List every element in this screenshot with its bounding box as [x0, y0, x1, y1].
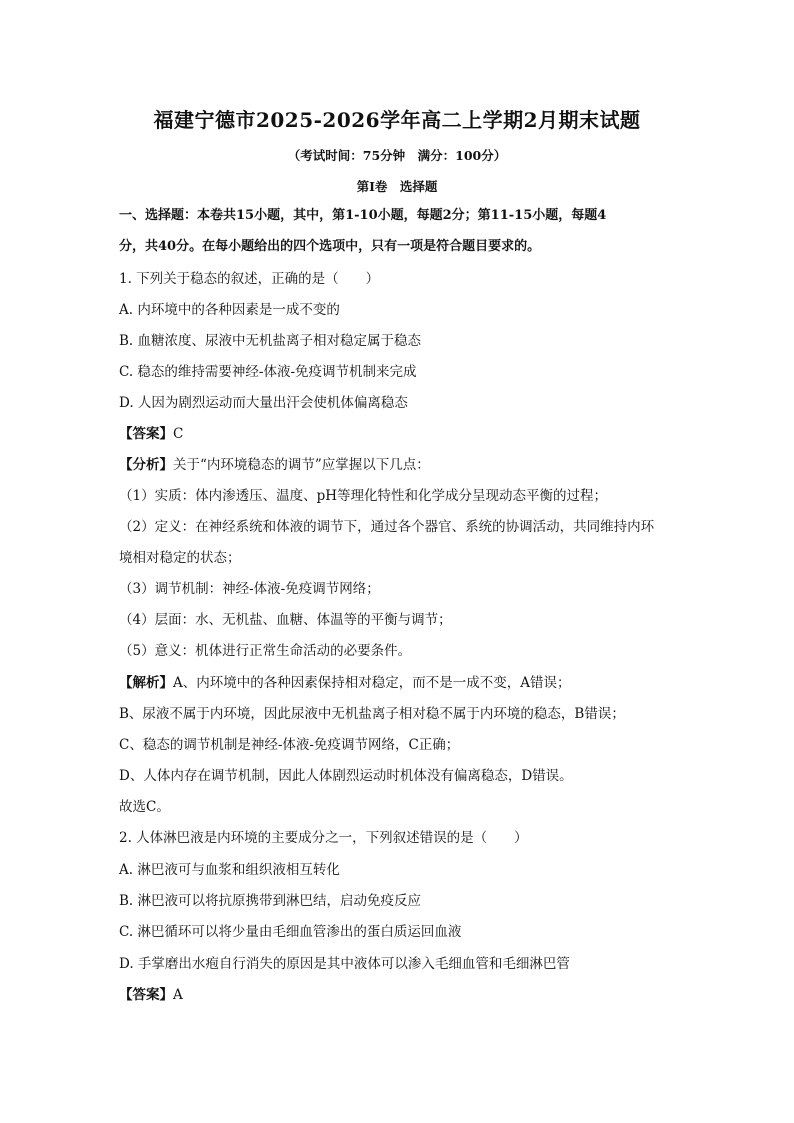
section-instructions-line-2: 分，共40分。在每小题给出的四个选项中，只有一项是符合题目要求的。 [119, 239, 541, 254]
answer-tag: 【答案】 [119, 987, 173, 1003]
question-2-option-c: C. 淋巴循环可以将少量由毛细血管渗出的蛋白质运回血液 [119, 924, 462, 940]
analysis-intro: 关于“内环境稳态的调节”应掌握以下几点： [173, 457, 430, 473]
question-1-option-a: A. 内环境中的各种因素是一成不变的 [119, 302, 340, 318]
question-1-analysis [119, 456, 430, 474]
question-1-option-d: D. 人因为剧烈运动而大量出汗会使机体偏离稳态 [119, 395, 408, 411]
analysis-point-5: （5）意义：机体进行正常生命活动的必要条件。 [119, 643, 412, 659]
answer-value: C [173, 426, 184, 442]
question-1-option-c: C. 稳态的维持需要神经-体液-免疫调节机制来完成 [119, 364, 417, 380]
question-1-stem: 1. 下列关于稳态的叙述，正确的是（ ） [119, 271, 380, 287]
question-2-stem: 2. 人体淋巴液是内环境的主要成分之一，下列叙述错误的是（ ） [119, 830, 528, 846]
analysis-point-4: （4）层面：水、无机盐、血糖、体温等的平衡与调节； [119, 612, 452, 628]
exam-info: （考试时间：75分钟 满分：100分） [287, 148, 507, 163]
analysis-tag: 【分析】 [119, 457, 173, 473]
explain-line-a: A、内环境中的各种因素保持相对稳定，而不是一成不变，A错误； [173, 675, 571, 691]
explain-line-b: B、尿液不属于内环境，因此尿液中无机盐离子相对稳不属于内环境的稳态，B错误； [119, 706, 625, 722]
explain-line-c: C、稳态的调节机制是神经-体液-免疫调节网络，C正确； [119, 737, 460, 753]
explain-conclusion: 故选C。 [119, 799, 170, 815]
question-1-explanation [119, 674, 571, 692]
question-2-answer [119, 986, 183, 1004]
answer-value: A [173, 987, 183, 1003]
explain-line-d: D、人体内存在调节机制，因此人体剧烈运动时机体没有偏离稳态，D错误。 [119, 768, 573, 784]
answer-tag: 【答案】 [119, 426, 173, 442]
analysis-point-2: （2）定义：在神经系统和体液的调节下，通过各个器官、系统的协调活动，共同维持内环 [119, 519, 655, 535]
question-1-option-b: B. 血糖浓度、尿液中无机盐离子相对稳定属于稳态 [119, 333, 422, 349]
question-2-option-b: B. 淋巴液可以将抗原携带到淋巴结，启动免疫反应 [119, 893, 422, 909]
section-instructions-line-1: 一、选择题：本卷共15小题，其中，第1-10小题，每题2分；第11-15小题，每题4 [119, 208, 607, 223]
volume-heading: 第Ⅰ卷 选择题 [356, 179, 438, 194]
question-2-option-a: A. 淋巴液可与血浆和组织液相互转化 [119, 862, 340, 878]
analysis-point-3: （3）调节机制：神经-体液-免疫调节网络； [119, 581, 380, 597]
explain-tag: 【解析】 [119, 675, 173, 691]
page-title: 福建宁德市2025-2026学年高二上学期2月期末试题 [153, 108, 641, 132]
question-1-answer [119, 425, 183, 443]
analysis-point-2-cont: 境相对稳定的状态； [119, 550, 241, 566]
analysis-point-1: （1）实质：体内渗透压、温度、pH等理化特性和化学成分呈现动态平衡的过程； [119, 488, 608, 504]
question-2-option-d: D. 手掌磨出水疱自行消失的原因是其中液体可以渗入毛细血管和毛细淋巴管 [119, 956, 570, 972]
